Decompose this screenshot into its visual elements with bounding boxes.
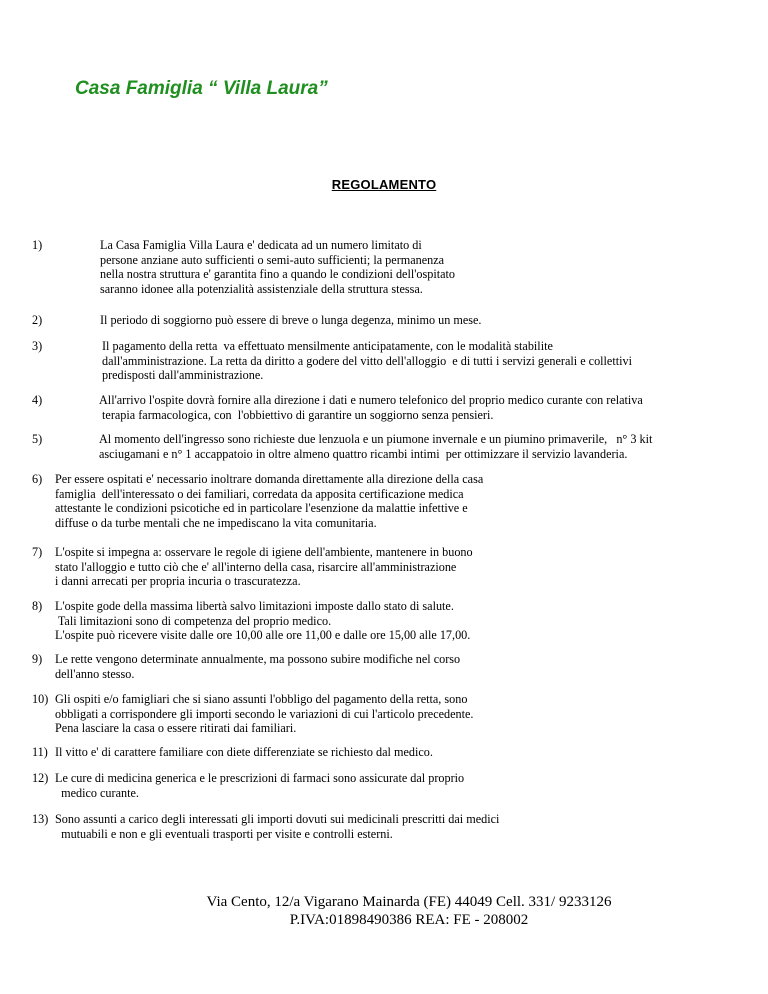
- rule-item: [32, 313, 481, 328]
- rule-number: 12): [32, 771, 49, 785]
- rule-line: saranno idonee alla potenzialità assistenziale della struttura stessa.: [100, 281, 423, 296]
- rule-line: stato l'alloggio e tutto ciò che e' all'interno della casa, risarcire all'amministrazione: [55, 559, 457, 574]
- rule-number: 4): [32, 393, 43, 407]
- page-title: Casa Famiglia “ Villa Laura”: [75, 78, 328, 99]
- rule-line: i danni arrecati per propria incuria o trascuratezza.: [55, 574, 301, 589]
- rule-line: Tali limitazioni sono di competenza del proprio medico.: [55, 613, 332, 628]
- rule-line: Gli ospiti e/o famigliari che si siano assunti l'obbligo del pagamento della retta, sono: [55, 692, 468, 706]
- rule-line: diffuse o da turbe mentali che ne impediscano la vita comunitaria.: [55, 515, 377, 530]
- rule-number: 13): [32, 812, 49, 826]
- rule-line: Il periodo di soggiorno può essere di breve o lunga degenza, minimo un mese.: [100, 313, 482, 327]
- rule-line: medico curante.: [55, 785, 139, 800]
- rule-item: [32, 692, 473, 736]
- rule-line: attestante le condizioni psicotiche ed in particolare l'esenzione da malattie infettive e: [55, 501, 468, 516]
- rule-line: dell'anno stesso.: [55, 666, 135, 681]
- rule-line: Le cure di medicina generica e le prescrizioni di farmaci sono assicurate dal proprio: [55, 771, 465, 785]
- rule-line: obbligati a corrispondere gli importi secondo le variazioni di cui l'articolo precedente.: [55, 706, 474, 721]
- rule-line: Al momento dell'ingresso sono richieste due lenzuola e un piumone invernale e un piumino primaverile, n° 3 kit: [99, 432, 653, 446]
- rule-item: [32, 652, 460, 681]
- rule-item: [32, 812, 499, 841]
- rule-item: [32, 745, 433, 760]
- rule-line: mutuabili e non e gli eventuali trasporti per visite e controlli esterni.: [55, 826, 393, 841]
- footer-registration: P.IVA:01898490386 REA: FE - 208002: [289, 912, 529, 928]
- rule-line: Sono assunti a carico degli interessati gli importi dovuti sui medicinali prescritti dai medici: [55, 812, 500, 826]
- rule-line: L'ospite può ricevere visite dalle ore 10,00 alle ore 11,00 e dalle ore 15,00 alle 17,00.: [55, 628, 471, 643]
- rule-line: persone anziane auto sufficienti o semi-auto sufficienti; la permanenza: [100, 252, 445, 267]
- rule-line: Il vitto e' di carattere familiare con diete differenziate se richiesto dal medico.: [55, 745, 433, 759]
- rule-line: All'arrivo l'ospite dovrà fornire alla direzione i dati e numero telefonico del proprio medico curante con relativa: [99, 393, 643, 407]
- rule-number: 9): [32, 652, 43, 666]
- rule-line: terapia farmacologica, con l'obbiettivo di garantire un soggiorno senza pensieri.: [99, 407, 494, 422]
- rule-line: Le rette vengono determinate annualmente, ma possono subire modifiche nel corso: [55, 652, 461, 666]
- rule-item: [32, 545, 473, 589]
- rule-line: Per essere ospitati e' necessario inoltrare domanda direttamente alla direzione della casa: [55, 472, 484, 486]
- rule-line: L'ospite si impegna a: osservare le regole di igiene dell'ambiente, mantenere in buono: [55, 545, 473, 559]
- rule-number: 3): [32, 339, 43, 353]
- rule-number: 2): [32, 313, 43, 327]
- rule-line: Pena lasciare la casa o essere ritirati dai familiari.: [55, 721, 297, 736]
- footer: [0, 893, 768, 929]
- rule-number: 1): [32, 238, 43, 252]
- footer-address: Via Cento, 12/a Vigarano Mainarda (FE) 44049 Cell. 331/ 9233126: [206, 894, 612, 910]
- rule-line: Il pagamento della retta va effettuato mensilmente anticipatamente, con le modalità stabilite: [102, 339, 553, 353]
- rule-number: 11): [32, 745, 48, 759]
- rule-item: [32, 599, 470, 643]
- rule-line: predisposti dall'amministrazione.: [102, 368, 264, 383]
- rule-number: 6): [32, 472, 43, 486]
- rule-line: asciugamani e n° 1 accappatoio in oltre almeno quattro ricambi intimi per ottimizzare il servizio lavanderia.: [99, 446, 628, 461]
- rule-line: nella nostra struttura e' garantita fino a quando le condizioni dell'ospitato: [100, 267, 456, 282]
- rule-item: [32, 472, 483, 530]
- rule-item: [32, 238, 455, 296]
- rule-line: famiglia dell'interessato o dei familiari, corredata da apposita certificazione medica: [55, 486, 464, 501]
- rule-number: 10): [32, 692, 49, 706]
- rule-item: [32, 771, 464, 800]
- rule-number: 5): [32, 432, 43, 446]
- rule-line: dall'amministrazione. La retta da diritto a godere del vitto dell'alloggio e di tutti i servizi generali e collettivi: [102, 353, 632, 368]
- document-heading: REGOLAMENTO: [331, 177, 437, 192]
- rule-item: [32, 339, 632, 383]
- rule-line: L'ospite gode della massima libertà salvo limitazioni imposte dallo stato di salute.: [55, 599, 454, 613]
- rule-number: 8): [32, 599, 43, 613]
- rule-line: La Casa Famiglia Villa Laura e' dedicata ad un numero limitato di: [100, 238, 422, 252]
- rule-item: [32, 393, 643, 422]
- rule-item: [32, 432, 652, 461]
- rule-number: 7): [32, 545, 43, 559]
